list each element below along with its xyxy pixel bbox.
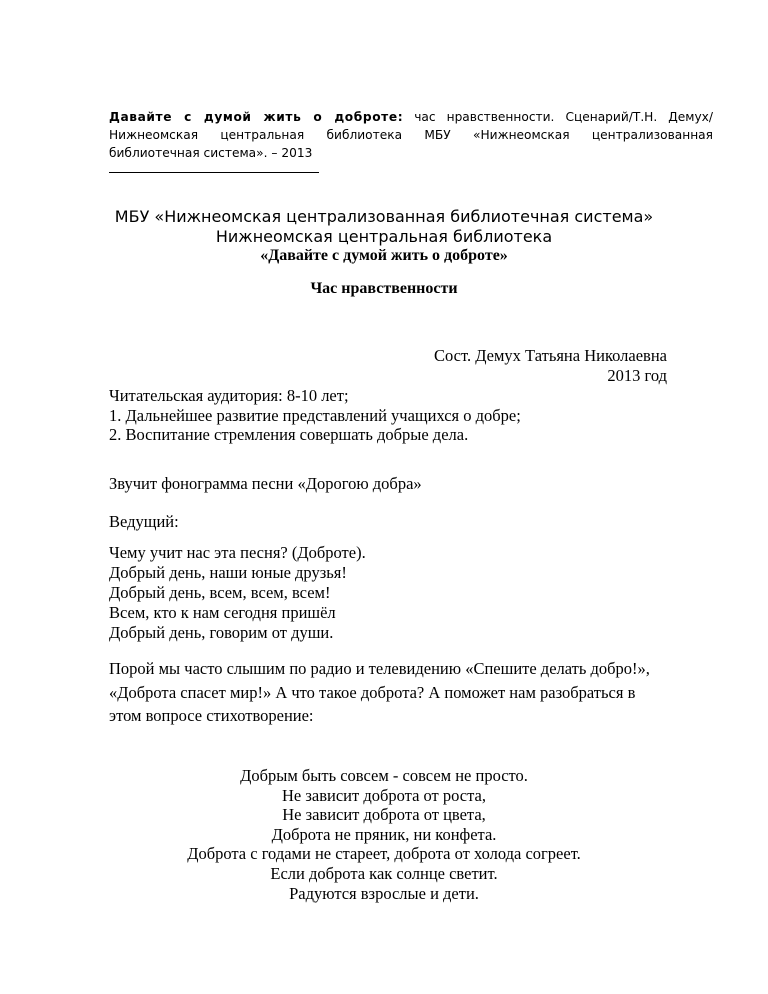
audience-line: Читательская аудитория: 8-10 лет; bbox=[109, 386, 349, 405]
poem-line: Если доброта как солнце светит. bbox=[270, 863, 498, 883]
intro-line: «Доброта спасет мир!» А что такое доброта? А поможет нам разобраться в bbox=[109, 682, 636, 702]
host-label: Ведущий: bbox=[109, 512, 179, 531]
poem-line: Не зависит доброта от цвета, bbox=[282, 805, 486, 825]
greeting-line: Добрый день, наши юные друзья! bbox=[109, 563, 347, 582]
poem-line: Доброта не пряник, ни конфета. bbox=[271, 824, 497, 844]
greeting-line: Всем, кто к нам сегодня пришёл bbox=[109, 603, 336, 622]
greeting-line: Добрый день, говорим от души. bbox=[109, 623, 334, 642]
poem-line: Не зависит доброта от роста, bbox=[282, 785, 486, 805]
greeting-block bbox=[109, 543, 709, 643]
intro-paragraph bbox=[109, 657, 709, 728]
compiler-name: Сост. Демух Татьяна Николаевна bbox=[433, 346, 667, 365]
poem-block bbox=[0, 766, 768, 903]
library-name: Нижнеомская центральная библиотека bbox=[215, 227, 553, 246]
intro-line: этом вопросе стихотворение: bbox=[109, 706, 314, 725]
greeting-line: Чему учит нас эта песня? (Доброте). bbox=[109, 543, 366, 562]
citation-divider bbox=[109, 172, 319, 173]
intro-line: Порой мы часто слышим по радио и телевидению «Спешите делать добро!», bbox=[109, 659, 650, 678]
citation-details: час нравственности. Сценарий/Т.Н. Демух/ Нижнеомская центральная библиотека МБУ «Нижнеомская централизованная библиотечная система». – 2013 bbox=[109, 110, 713, 160]
poem-line: Добрым быть совсем - совсем не просто. bbox=[240, 766, 528, 785]
greeting-line: Добрый день, всем, всем, всем! bbox=[109, 583, 331, 602]
goal-item: 2. Воспитание стремления совершать добрые дела. bbox=[109, 425, 469, 444]
goal-item: 1. Дальнейшее развитие представлений учащихся о добре; bbox=[109, 406, 521, 425]
document-subtitle: Час нравственности bbox=[310, 280, 458, 297]
citation-title: Давайте с думой жить о доброте: bbox=[109, 110, 404, 124]
poem-line: Радуются взрослые и дети. bbox=[289, 883, 479, 903]
organization-name: МБУ «Нижнеомская централизованная библиотечная система» bbox=[114, 207, 654, 226]
document-year: 2013 год bbox=[607, 366, 667, 385]
citation bbox=[109, 108, 713, 162]
phonogram-note: Звучит фонограмма песни «Дорогою добра» bbox=[109, 474, 422, 493]
poem-line: Доброта с годами не стареет, доброта от холода согреет. bbox=[187, 844, 581, 864]
document-title: «Давайте с думой жить о доброте» bbox=[260, 247, 508, 264]
